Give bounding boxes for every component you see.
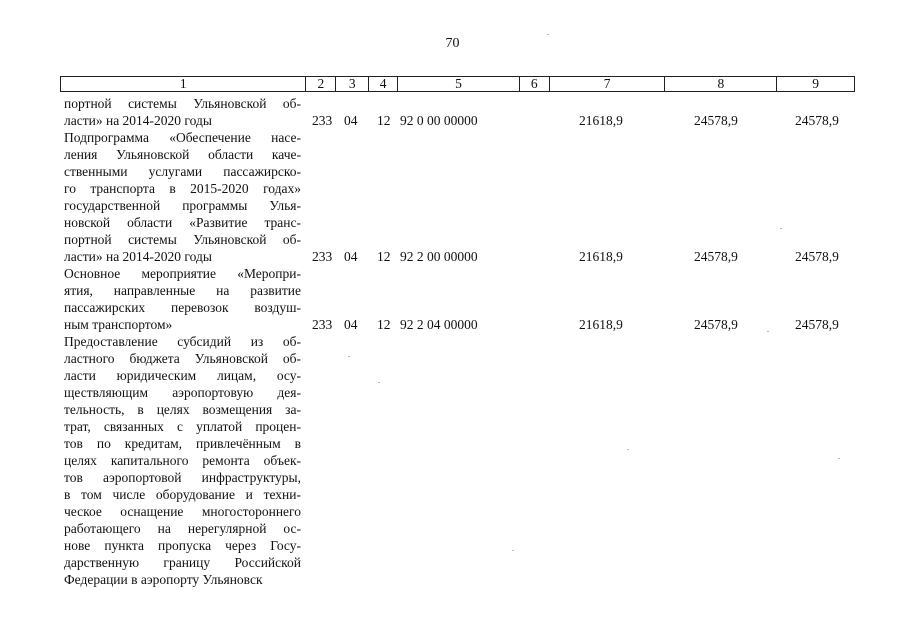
row-text-line: в том числе оборудование и техни- [64,487,301,502]
row-text-line: ласти юридическим лицам, осу- [64,368,301,383]
row-text-line: ным транспортом» [64,317,173,332]
cell-col-9: 24578,9 [795,317,839,332]
row-text-line: пассажирских перевозок воздуш- [64,300,301,315]
scan-speck [348,356,350,357]
cell-col-4: 12 [377,317,391,332]
row-text-line: новской области «Развитие транс- [64,215,301,230]
row-text-line: Предоставление субсидий из об- [64,334,301,349]
cell-col-4: 12 [377,249,391,264]
row-text-line: государственной программы Улья- [64,198,301,213]
row-text-line: Федерации в аэропорту Ульяновск [64,572,263,587]
row-text-line: ласти» на 2014-2020 годы [64,113,212,128]
header-col-5: 5 [398,77,520,91]
table-header-row [60,76,855,92]
row-text-line: портной системы Ульяновской об- [64,96,301,111]
header-col-1: 1 [61,77,306,91]
row-text-line: работающего на нерегулярной ос- [64,521,301,536]
row-text-line: ятия, направленные на развитие [64,283,301,298]
row-text-line: го транспорта в 2015-2020 годах» [64,181,301,196]
cell-col-3: 04 [344,317,358,332]
scan-speck [547,34,549,35]
scan-speck [627,449,629,450]
cell-col-2: 233 [312,249,333,264]
row-text-line: целях капитального ремонта объек- [64,453,301,468]
row-description [64,129,301,265]
cell-col-5: 92 0 00 00000 [400,113,478,128]
row-text-line: ществляющим аэропортовую дея- [64,385,301,400]
cell-col-9: 24578,9 [795,249,839,264]
cell-col-4: 12 [377,113,391,128]
cell-col-3: 04 [344,249,358,264]
row-text-line: ческое оснащение многостороннего [64,504,301,519]
row-text-line: ластного бюджета Ульяновской об- [64,351,301,366]
cell-col-7: 21618,9 [579,249,623,264]
row-text-line: ственными услугами пассажирско- [64,164,301,179]
cell-col-2: 233 [312,113,333,128]
cell-col-7: 21618,9 [579,317,623,332]
cell-col-2: 233 [312,317,333,332]
row-text-line: дарственную границу Российской [64,555,301,570]
row-description [64,95,301,129]
cell-col-9: 24578,9 [795,113,839,128]
header-col-9: 9 [812,76,819,91]
row-text-line: тов по кредитам, привлечённым в [64,436,301,451]
row-text-line: ласти» на 2014-2020 годы [64,249,212,264]
row-description [64,265,301,333]
row-text-line: Основное мероприятие «Меропри- [64,266,301,281]
cell-col-3: 04 [344,113,358,128]
cell-col-5: 92 2 00 00000 [400,249,478,264]
header-col-4: 4 [369,77,398,91]
scan-speck [767,331,769,332]
row-description [64,333,301,588]
cell-col-8: 24578,9 [694,249,738,264]
row-text-line: Подпрограмма «Обеспечение насе- [64,130,301,145]
scan-speck [838,458,840,459]
header-col-7: 7 [550,77,666,91]
scan-speck [512,550,514,551]
header-col-2: 2 [306,77,336,91]
row-text-line: трат, связанных с уплатой процен- [64,419,301,434]
scan-speck [378,382,380,383]
row-text-line: нове пункта пропуска через Госу- [64,538,301,553]
cell-col-7: 21618,9 [579,113,623,128]
cell-col-8: 24578,9 [694,113,738,128]
row-text-line: тельность, в целях возмещения за- [64,402,301,417]
row-text-line: тов аэропортовой инфраструктуры, [64,470,301,485]
header-col-8: 8 [665,77,777,91]
scan-speck [780,228,782,229]
page-number: 70 [445,36,460,51]
header-col-3: 3 [336,77,369,91]
header-col-6: 6 [520,77,550,91]
cell-col-5: 92 2 04 00000 [400,317,478,332]
row-text-line: портной системы Ульяновской об- [64,232,301,247]
row-text-line: ления Ульяновской области каче- [64,147,301,162]
cell-col-8: 24578,9 [694,317,738,332]
